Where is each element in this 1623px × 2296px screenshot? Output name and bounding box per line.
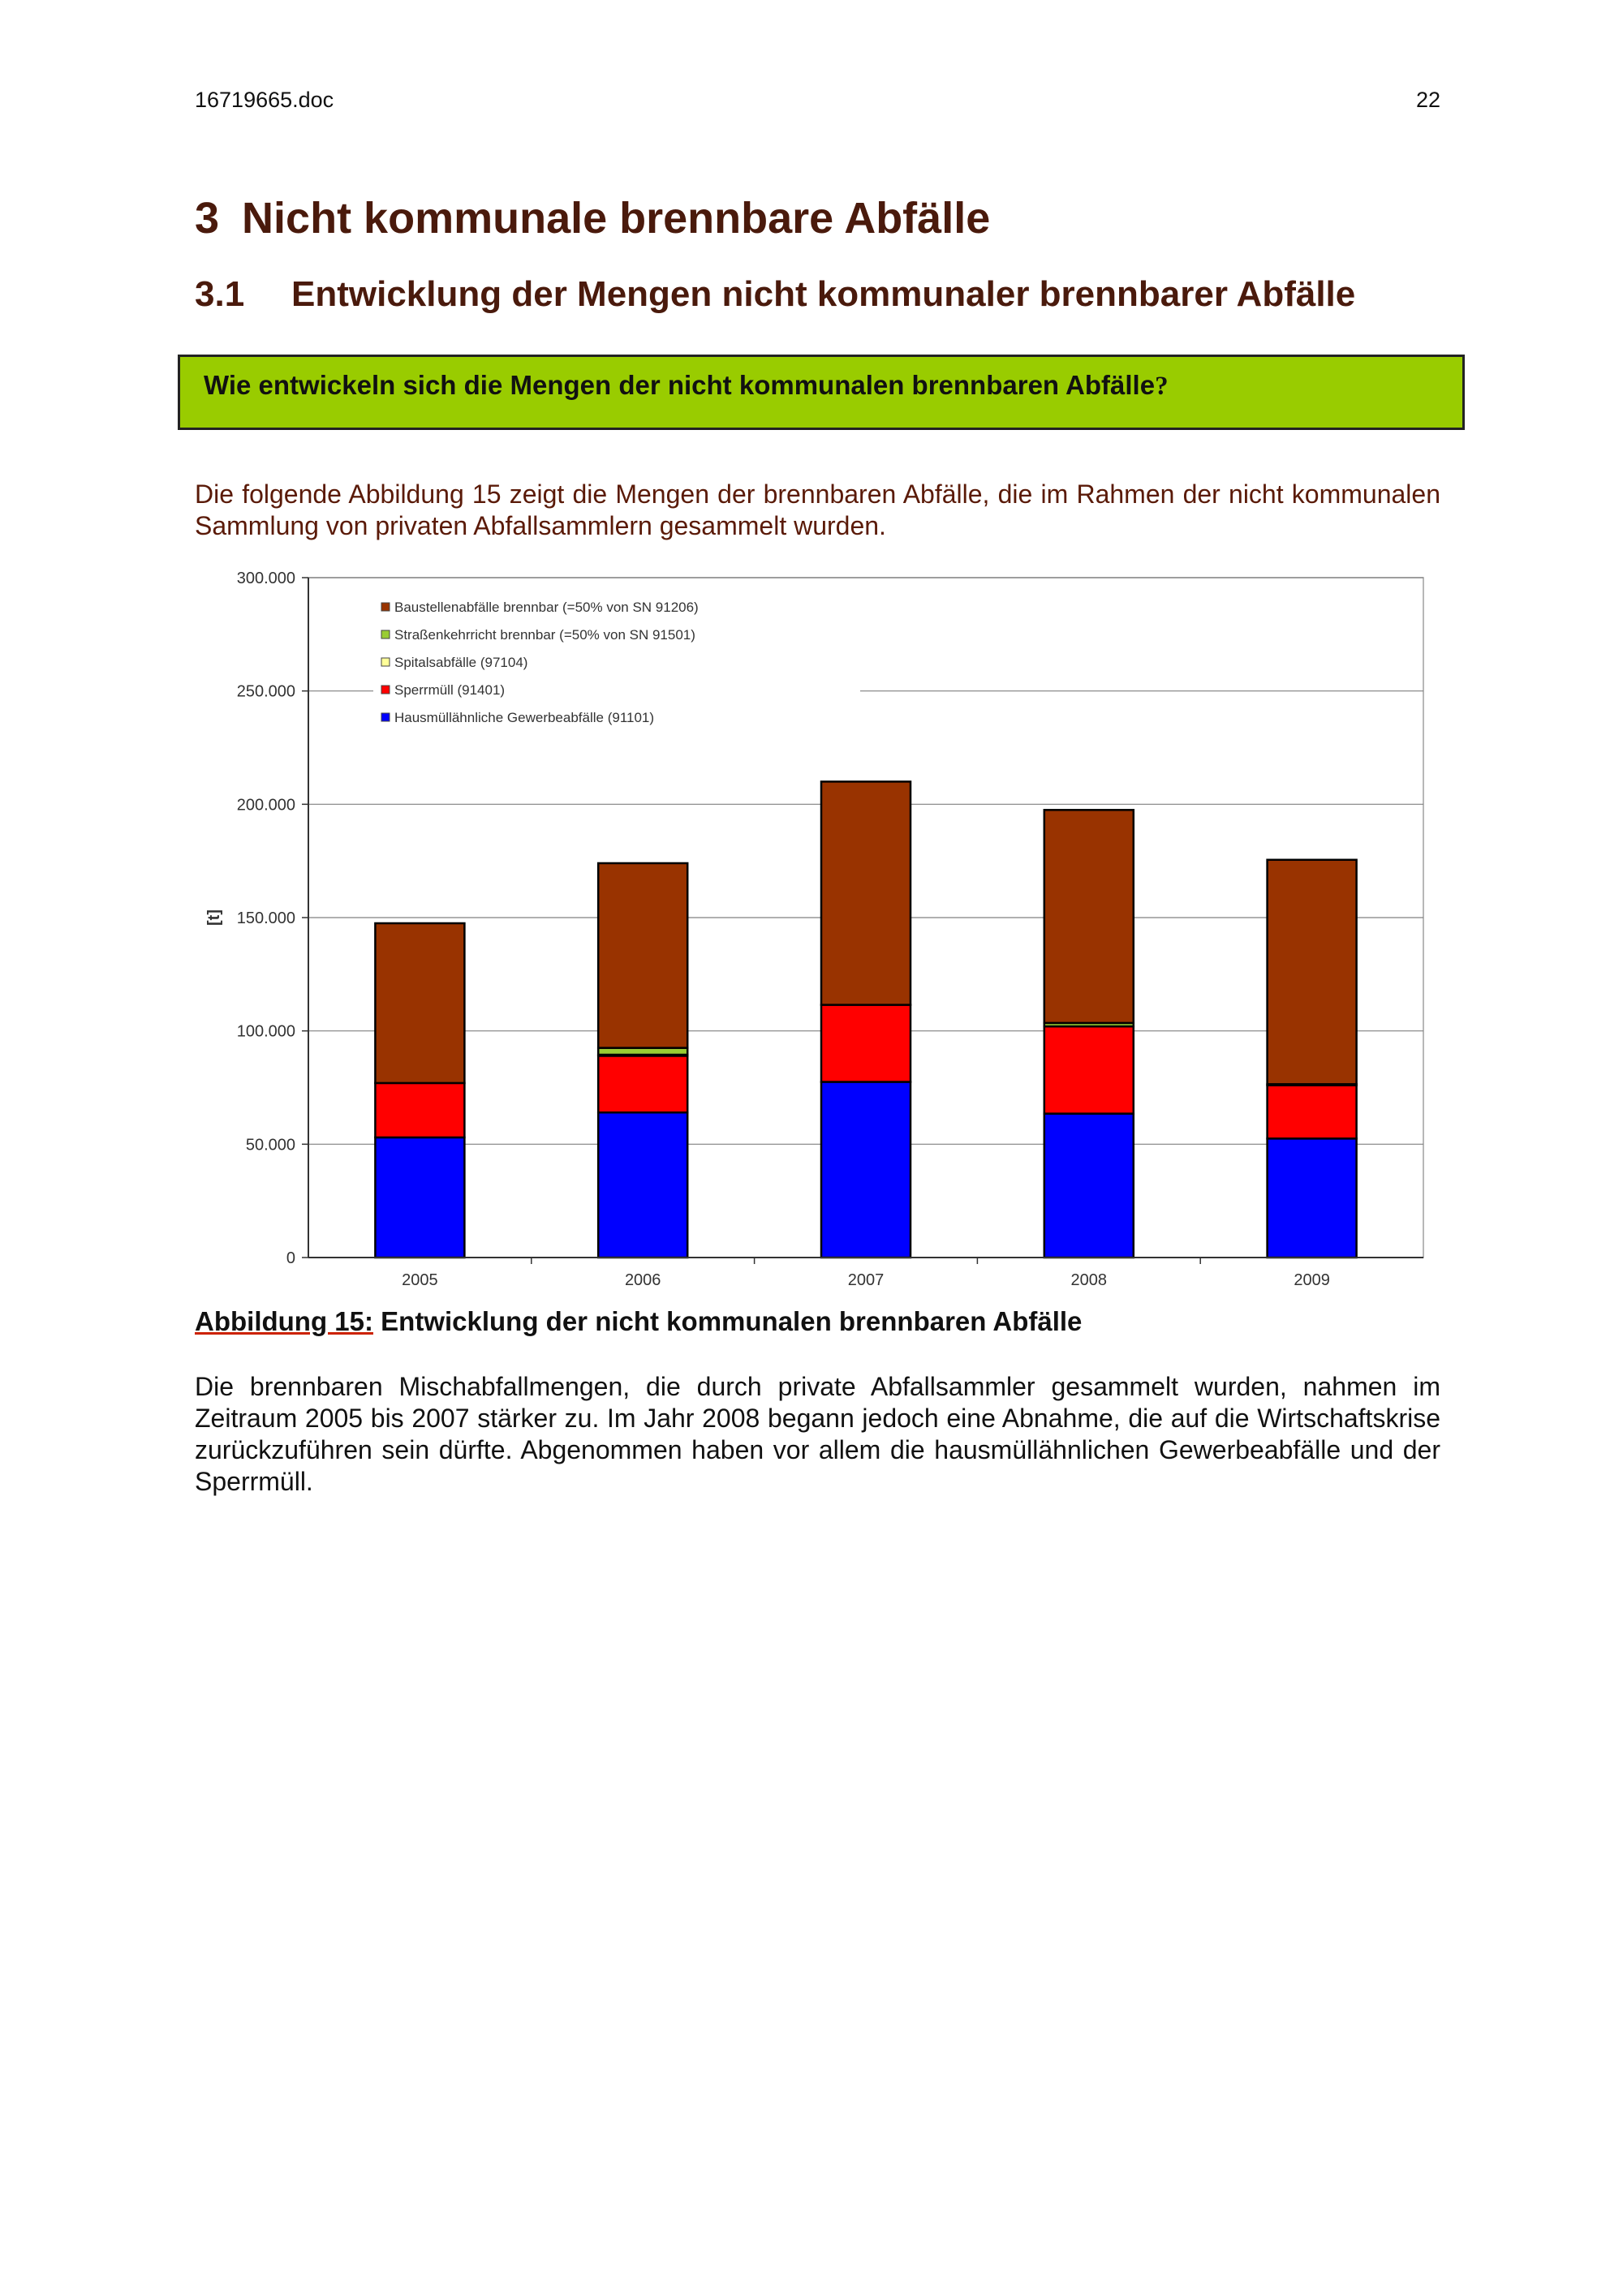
- y-tick-label: 0: [286, 1249, 295, 1267]
- legend-label: Hausmüllähnliche Gewerbeabfälle (91101): [394, 710, 655, 725]
- x-tick-label: 2008: [1070, 1271, 1108, 1289]
- bar-segment: [598, 1112, 687, 1258]
- legend-label: Sperrmüll (91401): [394, 682, 506, 698]
- chapter-title: [195, 193, 990, 243]
- bar-segment: [375, 1083, 464, 1137]
- bar-segment: [821, 781, 911, 1004]
- chapter-number: 3: [195, 194, 220, 243]
- figure-caption-label: Abbildung 15:: [195, 1306, 373, 1336]
- x-tick-label: 2006: [624, 1271, 661, 1289]
- page-number: 22: [1415, 88, 1440, 112]
- bar-segment: [1268, 1138, 1357, 1258]
- question-mark: ?: [1155, 372, 1169, 401]
- bar-segment: [1044, 1114, 1134, 1258]
- bar-segment: [598, 863, 687, 1048]
- y-tick-label: 50.000: [245, 1136, 295, 1154]
- bar-segment: [598, 1048, 687, 1055]
- bar-segment: [1044, 810, 1134, 1023]
- bar-segment: [821, 1005, 911, 1082]
- legend-label: Straßenkehrricht brennbar (=50% von SN 91501): [394, 627, 695, 643]
- bar-segment: [598, 1056, 687, 1112]
- bar-segment: [375, 923, 464, 1083]
- chapter-title-text: Nicht kommunale brennbare Abfälle: [242, 194, 991, 243]
- bar-segment: [1268, 860, 1357, 1085]
- body-paragraph: Die brennbaren Mischabfallmengen, die durch private Abfallsammler gesammelt wurden, nahmen im Zeitraum 2005 bis 2007 stärker zu. Im Jahr 2008 begann jedoch eine Abnahme, die auf die Wirtschaftskrise zurückzuführen sein dürfte. Abgenommen haben vor allem die hausmüllähnlichen Gewerbeabfälle und der Sperrmüll.: [195, 1372, 1440, 1496]
- question-text: Wie entwickeln sich die Mengen der nicht kommunalen brennbaren Abfälle: [204, 370, 1156, 400]
- legend-label: Baustellenabfälle brennbar (=50% von SN 91206): [394, 600, 699, 615]
- section-title: [195, 274, 1355, 315]
- bar-segment: [375, 1137, 464, 1258]
- y-tick-label: 200.000: [236, 796, 295, 815]
- bar-segment: [1268, 1086, 1357, 1139]
- document-filename: 16719665.doc: [195, 88, 334, 112]
- chart-legend: [373, 593, 860, 737]
- y-tick-label: 250.000: [236, 682, 295, 701]
- y-tick-label: 300.000: [236, 570, 295, 587]
- legend-swatch: [381, 658, 390, 666]
- y-tick-label: 100.000: [236, 1022, 295, 1041]
- bar-segment: [1044, 1026, 1134, 1114]
- legend-swatch: [381, 713, 390, 721]
- stacked-bar-chart: [195, 558, 1428, 1292]
- bar-segment: [821, 1082, 911, 1258]
- figure-caption-text: Entwicklung der nicht kommunalen brennbaren Abfälle: [381, 1306, 1083, 1336]
- section-title-text: Entwicklung der Mengen nicht kommunaler brennbarer Abfälle: [291, 274, 1356, 314]
- x-tick-label: 2009: [1294, 1271, 1330, 1289]
- y-tick-label: 150.000: [236, 909, 295, 927]
- figure-caption: [195, 1306, 1082, 1337]
- section-number: 3.1: [195, 274, 245, 314]
- x-tick-label: 2005: [402, 1271, 438, 1289]
- x-tick-label: 2007: [847, 1271, 885, 1289]
- y-axis-label: [t]: [205, 909, 223, 926]
- intro-paragraph: Die folgende Abbildung 15 zeigt die Mengen der brennbaren Abfälle, die im Rahmen der nicht kommunalen Sammlung von privaten Abfallsammlern gesammelt wurden.: [195, 479, 1440, 540]
- legend-swatch: [381, 603, 390, 611]
- legend-swatch: [381, 686, 390, 694]
- legend-label: Spitalsabfälle (97104): [394, 655, 528, 670]
- question-box: [178, 355, 1465, 430]
- legend-swatch: [381, 630, 390, 638]
